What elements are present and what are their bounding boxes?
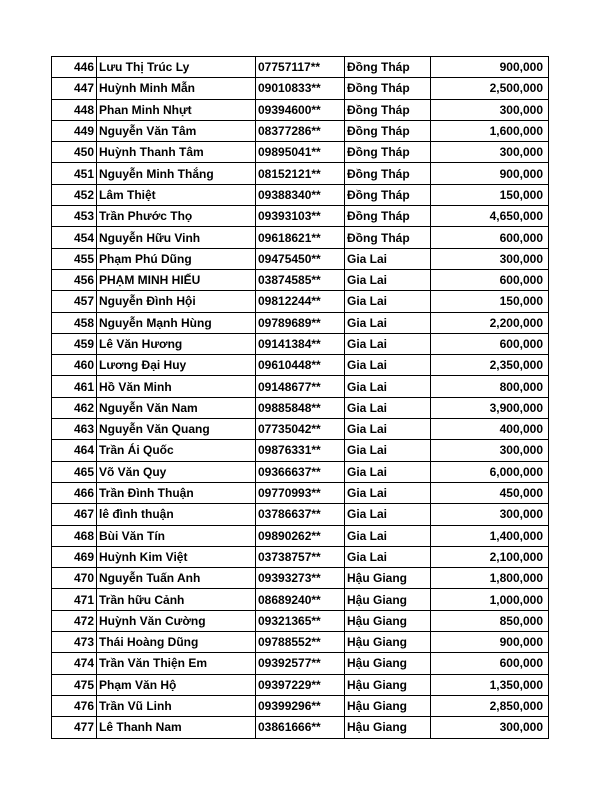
row-number-cell: 456 — [52, 269, 97, 290]
row-number-cell: 455 — [52, 248, 97, 269]
donor-name-cell: Võ Văn Quy — [97, 461, 256, 482]
table-row — [52, 57, 549, 78]
amount-cell: 1,350,000 — [431, 674, 549, 695]
province-cell: Gia Lai — [345, 525, 431, 546]
row-number-cell: 476 — [52, 695, 97, 716]
province-cell: Hậu Giang — [345, 568, 431, 589]
donor-name-cell: lê đình thuận — [97, 504, 256, 525]
row-number-cell: 452 — [52, 184, 97, 205]
province-cell: Đồng Tháp — [345, 78, 431, 99]
amount-cell: 300,000 — [431, 99, 549, 120]
table-row — [52, 248, 549, 269]
table-row — [52, 206, 549, 227]
row-number-cell: 461 — [52, 376, 97, 397]
table-row — [52, 589, 549, 610]
table-row — [52, 291, 549, 312]
donor-name-cell: Phạm Văn Hộ — [97, 674, 256, 695]
donor-name-cell: Nguyễn Minh Thắng — [97, 163, 256, 184]
province-cell: Gia Lai — [345, 312, 431, 333]
amount-cell: 300,000 — [431, 440, 549, 461]
phone-number-cell: 09393103** — [256, 206, 345, 227]
donor-name-cell: Huỳnh Thanh Tâm — [97, 142, 256, 163]
row-number-cell: 453 — [52, 206, 97, 227]
donor-name-cell: Thái Hoàng Dũng — [97, 632, 256, 653]
phone-number-cell: 09393273** — [256, 568, 345, 589]
row-number-cell: 468 — [52, 525, 97, 546]
province-cell: Gia Lai — [345, 419, 431, 440]
table-row — [52, 120, 549, 141]
province-cell: Gia Lai — [345, 504, 431, 525]
amount-cell: 900,000 — [431, 57, 549, 78]
donor-name-cell: Nguyễn Văn Quang — [97, 419, 256, 440]
table-row — [52, 504, 549, 525]
amount-cell: 4,650,000 — [431, 206, 549, 227]
phone-number-cell: 09885848** — [256, 397, 345, 418]
donor-name-cell: Lưu Thị Trúc Ly — [97, 57, 256, 78]
row-number-cell: 447 — [52, 78, 97, 99]
phone-number-cell: 09141384** — [256, 333, 345, 354]
phone-number-cell: 03786637** — [256, 504, 345, 525]
province-cell: Gia Lai — [345, 291, 431, 312]
phone-number-cell: 08152121** — [256, 163, 345, 184]
row-number-cell: 462 — [52, 397, 97, 418]
phone-number-cell: 09397229** — [256, 674, 345, 695]
province-cell: Đồng Tháp — [345, 57, 431, 78]
table-row — [52, 632, 549, 653]
province-cell: Hậu Giang — [345, 632, 431, 653]
province-cell: Đồng Tháp — [345, 120, 431, 141]
donor-name-cell: Trần Ái Quốc — [97, 440, 256, 461]
phone-number-cell: 09366637** — [256, 461, 345, 482]
table-row — [52, 184, 549, 205]
amount-cell: 300,000 — [431, 248, 549, 269]
donor-name-cell: Lê Văn Hương — [97, 333, 256, 354]
phone-number-cell: 03738757** — [256, 546, 345, 567]
table-row — [52, 546, 549, 567]
province-cell: Gia Lai — [345, 248, 431, 269]
donor-name-cell: Nguyễn Đình Hội — [97, 291, 256, 312]
phone-number-cell: 09399296** — [256, 695, 345, 716]
phone-number-cell: 09010833** — [256, 78, 345, 99]
province-cell: Gia Lai — [345, 355, 431, 376]
row-number-cell: 459 — [52, 333, 97, 354]
phone-number-cell: 09388340** — [256, 184, 345, 205]
province-cell: Hậu Giang — [345, 674, 431, 695]
table-row — [52, 355, 549, 376]
phone-number-cell: 09475450** — [256, 248, 345, 269]
donation-list-page — [51, 56, 549, 739]
table-row — [52, 695, 549, 716]
donor-name-cell: Nguyễn Mạnh Hùng — [97, 312, 256, 333]
table-row — [52, 397, 549, 418]
amount-cell: 150,000 — [431, 291, 549, 312]
table-row — [52, 568, 549, 589]
donor-name-cell: Trần hữu Cảnh — [97, 589, 256, 610]
province-cell: Đồng Tháp — [345, 163, 431, 184]
province-cell: Gia Lai — [345, 440, 431, 461]
table-row — [52, 142, 549, 163]
table-row — [52, 482, 549, 503]
donor-name-cell: Lâm Thiệt — [97, 184, 256, 205]
province-cell: Gia Lai — [345, 546, 431, 567]
table-row — [52, 461, 549, 482]
table-row — [52, 419, 549, 440]
phone-number-cell: 09148677** — [256, 376, 345, 397]
province-cell: Đồng Tháp — [345, 227, 431, 248]
province-cell: Hậu Giang — [345, 589, 431, 610]
amount-cell: 2,850,000 — [431, 695, 549, 716]
amount-cell: 300,000 — [431, 142, 549, 163]
phone-number-cell: 08377286** — [256, 120, 345, 141]
phone-number-cell: 09770993** — [256, 482, 345, 503]
province-cell: Gia Lai — [345, 333, 431, 354]
phone-number-cell: 09392577** — [256, 653, 345, 674]
donor-name-cell: Trần Phước Thọ — [97, 206, 256, 227]
row-number-cell: 475 — [52, 674, 97, 695]
table-row — [52, 653, 549, 674]
province-cell: Đồng Tháp — [345, 99, 431, 120]
table-row — [52, 333, 549, 354]
phone-number-cell: 09394600** — [256, 99, 345, 120]
amount-cell: 600,000 — [431, 227, 549, 248]
amount-cell: 1,800,000 — [431, 568, 549, 589]
amount-cell: 600,000 — [431, 333, 549, 354]
donor-name-cell: Hồ Văn Minh — [97, 376, 256, 397]
phone-number-cell: 03874585** — [256, 269, 345, 290]
row-number-cell: 458 — [52, 312, 97, 333]
phone-number-cell: 09876331** — [256, 440, 345, 461]
phone-number-cell: 09321365** — [256, 610, 345, 631]
amount-cell: 600,000 — [431, 653, 549, 674]
row-number-cell: 472 — [52, 610, 97, 631]
table-row — [52, 163, 549, 184]
phone-number-cell: 07757117** — [256, 57, 345, 78]
table-row — [52, 99, 549, 120]
amount-cell: 1,600,000 — [431, 120, 549, 141]
row-number-cell: 469 — [52, 546, 97, 567]
donor-name-cell: Nguyễn Văn Tâm — [97, 120, 256, 141]
phone-number-cell: 09789689** — [256, 312, 345, 333]
province-cell: Hậu Giang — [345, 717, 431, 738]
row-number-cell: 454 — [52, 227, 97, 248]
row-number-cell: 474 — [52, 653, 97, 674]
table-row — [52, 78, 549, 99]
province-cell: Gia Lai — [345, 269, 431, 290]
table-row — [52, 674, 549, 695]
amount-cell: 900,000 — [431, 163, 549, 184]
row-number-cell: 449 — [52, 120, 97, 141]
row-number-cell: 467 — [52, 504, 97, 525]
amount-cell: 300,000 — [431, 717, 549, 738]
province-cell: Đồng Tháp — [345, 184, 431, 205]
amount-cell: 2,350,000 — [431, 355, 549, 376]
donor-name-cell: Trần Vũ Linh — [97, 695, 256, 716]
phone-number-cell: 03861666** — [256, 717, 345, 738]
phone-number-cell: 09610448** — [256, 355, 345, 376]
table-row — [52, 312, 549, 333]
phone-number-cell: 09788552** — [256, 632, 345, 653]
amount-cell: 600,000 — [431, 269, 549, 290]
phone-number-cell: 09618621** — [256, 227, 345, 248]
province-cell: Gia Lai — [345, 376, 431, 397]
province-cell: Gia Lai — [345, 482, 431, 503]
phone-number-cell: 09890262** — [256, 525, 345, 546]
table-row — [52, 525, 549, 546]
province-cell: Hậu Giang — [345, 610, 431, 631]
row-number-cell: 466 — [52, 482, 97, 503]
donor-name-cell: Nguyễn Văn Nam — [97, 397, 256, 418]
row-number-cell: 457 — [52, 291, 97, 312]
donor-name-cell: PHẠM MINH HIẾU — [97, 269, 256, 290]
row-number-cell: 471 — [52, 589, 97, 610]
donor-name-cell: Bùi Văn Tín — [97, 525, 256, 546]
table-row — [52, 440, 549, 461]
amount-cell: 850,000 — [431, 610, 549, 631]
amount-cell: 2,100,000 — [431, 546, 549, 567]
province-cell: Gia Lai — [345, 397, 431, 418]
amount-cell: 2,200,000 — [431, 312, 549, 333]
donor-name-cell: Huỳnh Kim Việt — [97, 546, 256, 567]
amount-cell: 300,000 — [431, 504, 549, 525]
amount-cell: 400,000 — [431, 419, 549, 440]
row-number-cell: 450 — [52, 142, 97, 163]
table-body — [52, 57, 549, 739]
row-number-cell: 473 — [52, 632, 97, 653]
row-number-cell: 464 — [52, 440, 97, 461]
row-number-cell: 460 — [52, 355, 97, 376]
amount-cell: 2,500,000 — [431, 78, 549, 99]
row-number-cell: 465 — [52, 461, 97, 482]
row-number-cell: 451 — [52, 163, 97, 184]
donation-table — [51, 56, 549, 739]
province-cell: Hậu Giang — [345, 653, 431, 674]
row-number-cell: 463 — [52, 419, 97, 440]
row-number-cell: 470 — [52, 568, 97, 589]
amount-cell: 1,000,000 — [431, 589, 549, 610]
phone-number-cell: 08689240** — [256, 589, 345, 610]
amount-cell: 6,000,000 — [431, 461, 549, 482]
donor-name-cell: Lê Thanh Nam — [97, 717, 256, 738]
table-row — [52, 227, 549, 248]
amount-cell: 150,000 — [431, 184, 549, 205]
province-cell: Gia Lai — [345, 461, 431, 482]
table-row — [52, 269, 549, 290]
table-row — [52, 717, 549, 738]
amount-cell: 900,000 — [431, 632, 549, 653]
row-number-cell: 446 — [52, 57, 97, 78]
donor-name-cell: Nguyễn Hữu Vinh — [97, 227, 256, 248]
amount-cell: 3,900,000 — [431, 397, 549, 418]
donor-name-cell: Lương Đại Huy — [97, 355, 256, 376]
amount-cell: 1,400,000 — [431, 525, 549, 546]
phone-number-cell: 07735042** — [256, 419, 345, 440]
phone-number-cell: 09812244** — [256, 291, 345, 312]
province-cell: Đồng Tháp — [345, 142, 431, 163]
donor-name-cell: Nguyễn Tuấn Anh — [97, 568, 256, 589]
donor-name-cell: Phạm Phú Dũng — [97, 248, 256, 269]
donor-name-cell: Trần Đình Thuận — [97, 482, 256, 503]
donor-name-cell: Huỳnh Văn Cường — [97, 610, 256, 631]
amount-cell: 800,000 — [431, 376, 549, 397]
amount-cell: 450,000 — [431, 482, 549, 503]
province-cell: Hậu Giang — [345, 695, 431, 716]
donor-name-cell: Huỳnh Minh Mẫn — [97, 78, 256, 99]
donor-name-cell: Trần Văn Thiện Em — [97, 653, 256, 674]
table-row — [52, 610, 549, 631]
table-row — [52, 376, 549, 397]
province-cell: Đồng Tháp — [345, 206, 431, 227]
row-number-cell: 477 — [52, 717, 97, 738]
phone-number-cell: 09895041** — [256, 142, 345, 163]
row-number-cell: 448 — [52, 99, 97, 120]
donor-name-cell: Phan Minh Nhựt — [97, 99, 256, 120]
